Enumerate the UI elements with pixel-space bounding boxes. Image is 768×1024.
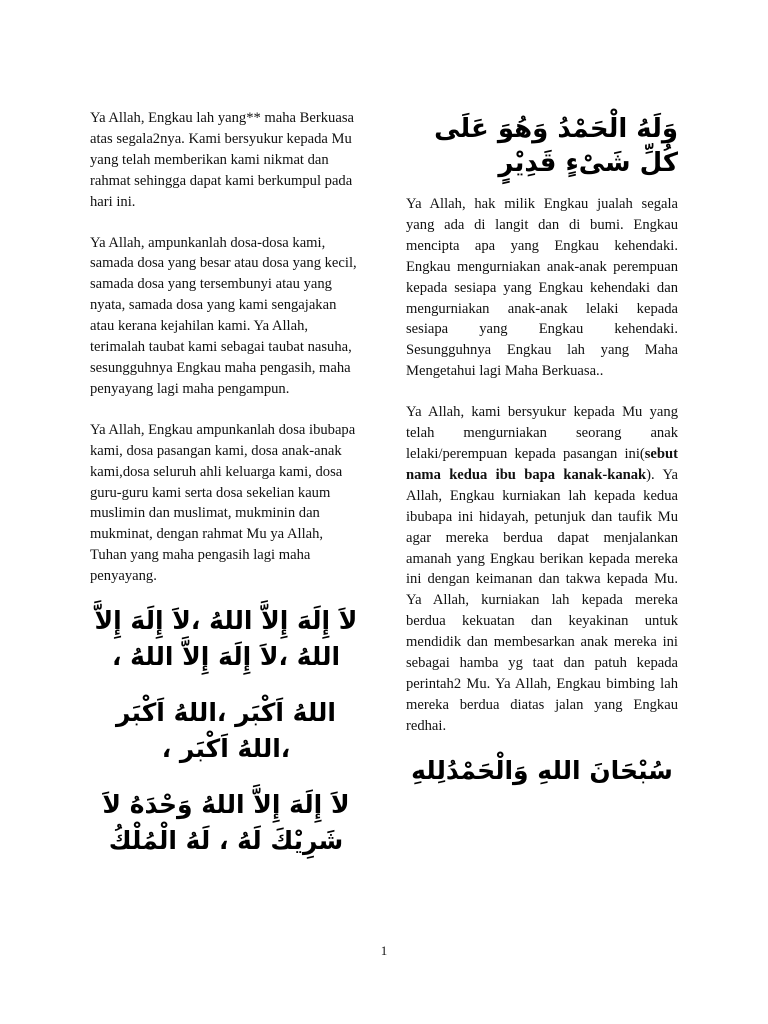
spacer	[90, 400, 362, 420]
arabic-tauhid: لاَ إِلَهَ إِلاَّ اللهُ وَحْدَهُ لاَ شَرِيْكَ لَهُ ، لَهُ الْمُلْكُ	[102, 790, 350, 856]
spacer	[406, 382, 678, 402]
right-paragraph-2	[406, 402, 678, 737]
right-column	[406, 108, 678, 789]
page-number: 1	[380, 943, 388, 958]
spacer	[90, 213, 362, 233]
left-paragraph-3: Ya Allah, Engkau ampunkanlah dosa ibubapa kami, dosa pasangan kami, dosa anak-anak kami,dosa seluruh ahli keluarga kami, dosa guru-guru kami serta dosa sekelian kaum muslimin dan muslimat, mukminin dan mukminat, dengan rahmat Mu ya Allah, Tuhan yang maha pengasih lagi maha penyayang.	[90, 421, 356, 585]
arabic-tahlil: لاَ إِلَهَ إِلاَّ اللهُ ،لاَ إِلَهَ إِلاَّ اللهُ ،لاَ إِلَهَ إِلاَّ اللهُ ،	[94, 606, 358, 672]
right-paragraph-1: Ya Allah, hak milik Engkau jualah segala yang ada di langit dan di bumi. Engkau mencipta apa yang Engkau kehendaki. Engkau mengurniakan anak-anak perempuan kepada sesiapa yang Engkau kehendaki dan mengurniakan anak-anak lelaki kepada sesiapa yang Engkau kehendaki. Sesungguhnya Engkau lah yang Maha Mengetahui lagi Maha Berkuasa..	[406, 196, 678, 380]
left-paragraph-2: Ya Allah, ampunkanlah dosa-dosa kami, samada dosa yang besar atau dosa yang kecil, samada dosa yang tersembunyi atau yang nyata, samada dosa yang kami sengajakan atau kerana kejahilan kami. Ya Allah, terimalah taubat kami sebagai taubat nasuha, sesungguhnya Engkau maha pengasih, maha penyayang lagi maha pengampun.	[90, 234, 357, 397]
arabic-tasbih: سُبْحَانَ اللهِ وَالْحَمْدُلِلهِ	[411, 755, 673, 785]
arabic-takbir: اللهُ اَكْبَر ،اللهُ اَكْبَر ،اللهُ اَكْبَر ،	[116, 698, 336, 764]
paragraph-text: ). Ya Allah, Engkau kurniakan lah kepada kedua ibubapa ini hidayah, petunjuk dan taufik Mu agar mereka berdua dapat menjalankan amanah yang Engkau berikan kepada mereka ini dengan keimanan dan takwa kepada Mu. Ya Allah, kurniakan lah kepada mereka berdua kekuatan dan keyakinan untuk mendidik dan membesarkan anak mereka ini sebagai hamba yg taat dan patuh kepada perintah2 Mu. Ya Allah, Engkau bimbing lah mereka berdua diatas jalan yang Engkau redhai.	[406, 466, 679, 734]
arabic-heading: وَلَهُ الْحَمْدُ وَهُوَ عَلَى كُلِّ شَىْءٍ قَدِيْرٍ	[434, 114, 678, 178]
left-column	[90, 108, 362, 859]
paragraph-text: Ya Allah, kami bersyukur kepada Mu yang telah mengurniakan seorang anak lelaki/perempuan kepada pasangan ini(	[406, 404, 678, 462]
left-paragraph-1: Ya Allah, Engkau lah yang** maha Berkuasa atas segala2nya. Kami bersyukur kepada Mu yang telah memberikan kami nikmat dan rahmat sehingga dapat kami berkumpul pada hari ini.	[90, 110, 354, 210]
bold-instruction: sebut nama kedua ibu bapa kanak-kanak	[406, 445, 678, 483]
